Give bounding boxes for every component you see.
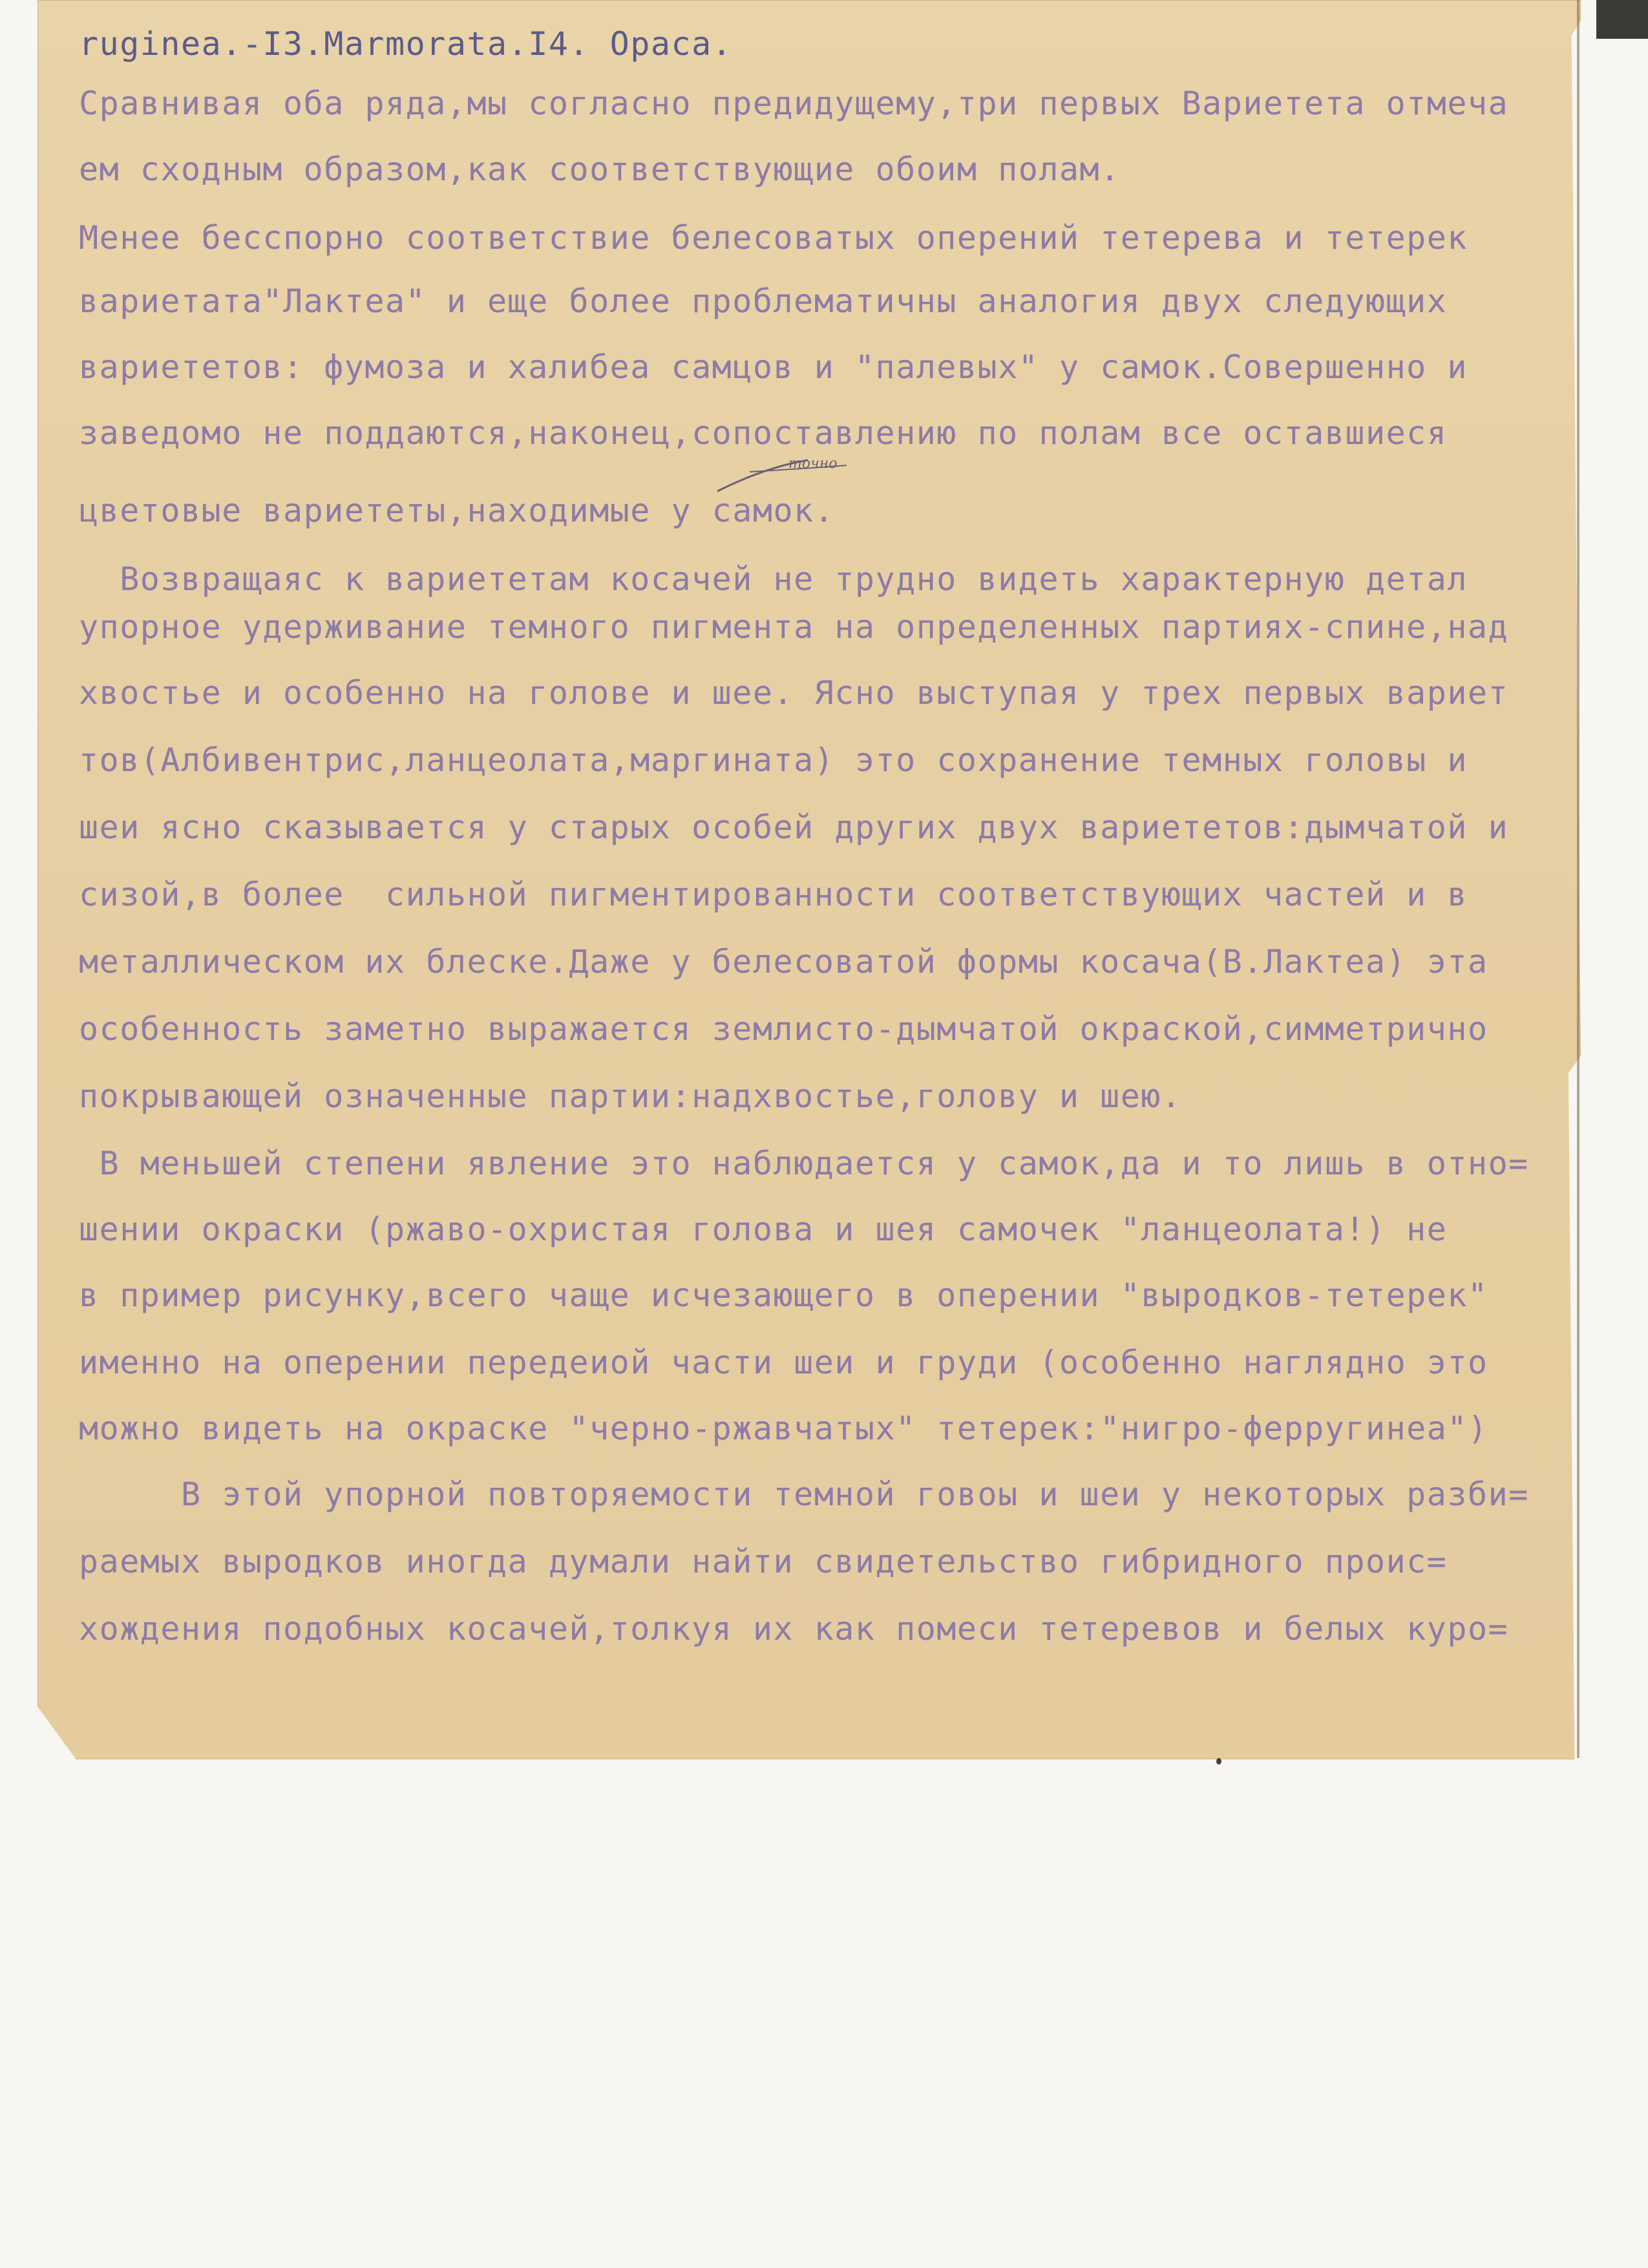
text-line-3: ем сходным образом,как соответствующие обоим полам. bbox=[79, 151, 1121, 188]
text-line-8: цветовые вариететы,находимые у самок. bbox=[79, 492, 835, 529]
text-line-20: в пример рисунку,всего чаще исчезающего в оперении "выродков-тетерек" bbox=[79, 1277, 1488, 1314]
text-line-4: Менее бесспорно соответствие белесоватых оперений тетерева и тетерек bbox=[79, 219, 1468, 257]
text-line-23: В этой упорной повторяемости темной говоы и шеи у некоторых разби= bbox=[79, 1476, 1529, 1513]
text-line-9: Возвращаяс к вариететам косачей не трудно видеть характерную детал bbox=[79, 560, 1468, 598]
text-line-2: Сравнивая оба ряда,мы согласно предидущему,три первых Вариетета отмеча bbox=[79, 85, 1509, 122]
text-line-5: вариетата"Лактеа" и еще более проблематичны аналогия двух следующих bbox=[79, 282, 1448, 320]
text-line-6: вариететов: фумоза и халибеа самцов и "палевых" у самок.Совершенно и bbox=[79, 348, 1468, 386]
text-line-13: шеи ясно сказывается у старых особей других двух вариететов:дымчатой и bbox=[79, 809, 1509, 846]
text-line-25: хождения подобных косачей,толкуя их как помеси тетеревов и белых куро= bbox=[79, 1610, 1509, 1648]
text-line-1: rugineа.-I3.Marmorata.I4. Opaca. bbox=[79, 25, 733, 63]
text-line-19: шении окраски (ржаво-охристая голова и шея самочек "ланцеолата!) не bbox=[79, 1211, 1448, 1248]
margin-note-text: точно bbox=[788, 456, 838, 472]
text-line-22: можно видеть на окраске "черно-ржавчатых" тетерек:"нигро-ферругинеа") bbox=[79, 1410, 1488, 1447]
text-line-7: заведомо не поддаются,наконец,сопоставлению по полам все оставшиеся bbox=[79, 414, 1448, 452]
text-line-16: особенность заметно выражается землисто-дымчатой окраской,симметрично bbox=[79, 1010, 1488, 1048]
text-line-24: раемых выродков иногда думали найти свидетельство гибридного проис= bbox=[79, 1543, 1448, 1580]
text-line-10: упорное удерживание темного пигмента на определенных партиях-спине,над bbox=[79, 608, 1509, 646]
text-line-18: В меньшей степени явление это наблюдается у самок,да и то лишь в отно= bbox=[79, 1145, 1529, 1182]
ink-speck bbox=[1216, 1758, 1221, 1765]
text-line-12: тов(Албивентрис,ланцеолата,маргината) это сохранение темных головы и bbox=[79, 741, 1468, 779]
text-line-15: металлическом их блеске.Даже у белесоватой формы косача(В.Лактеа) эта bbox=[79, 943, 1488, 980]
handwritten-margin-note bbox=[711, 452, 860, 498]
text-line-14: сизой,в более сильной пигментированности соответствующих частей и в bbox=[79, 876, 1468, 913]
text-line-11: хвостье и особенно на голове и шее. Ясно выступая у трех первых вариет bbox=[79, 674, 1509, 712]
text-line-21: именно на оперении передеиой части шеи и груди (особенно наглядно это bbox=[79, 1344, 1488, 1381]
text-line-17: покрывающей означенные партии:надхвостье,голову и шею. bbox=[79, 1077, 1182, 1115]
